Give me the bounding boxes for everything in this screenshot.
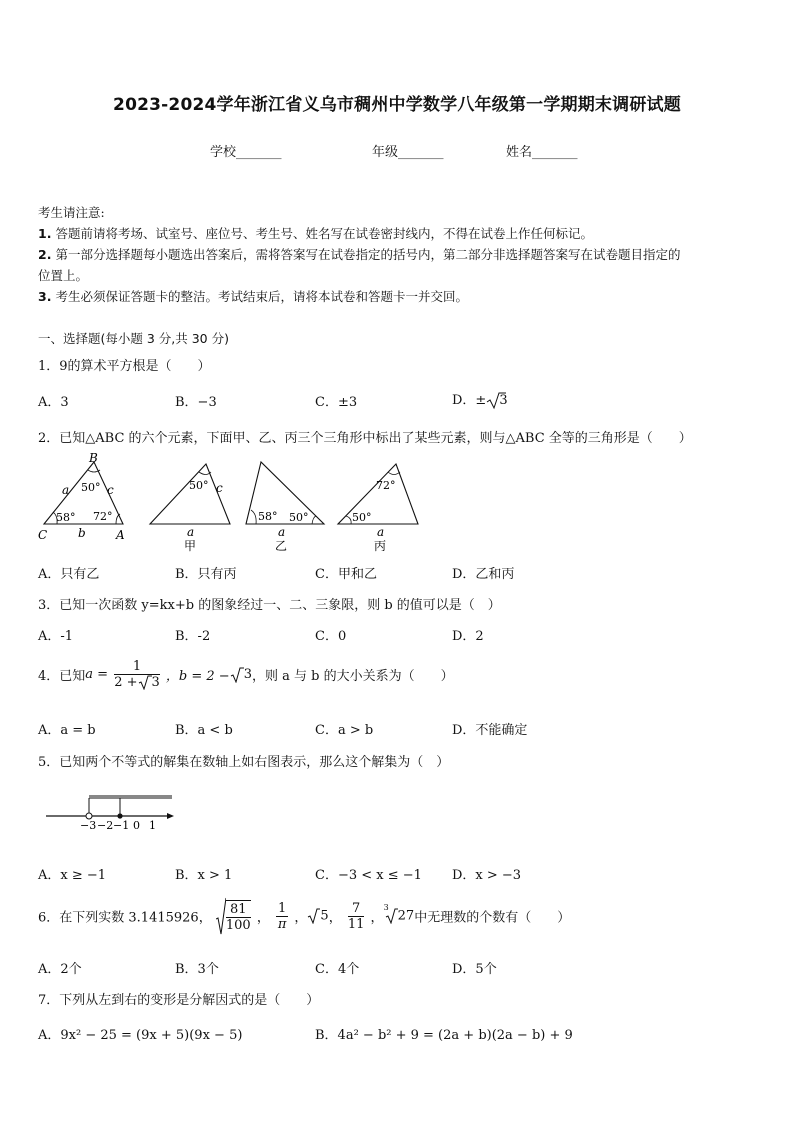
name-field: 姓名_______ — [506, 145, 578, 160]
jia-side-c: c — [216, 481, 223, 495]
sqrt-symbol — [307, 908, 320, 924]
sqrt-symbol — [138, 675, 152, 690]
q5-option-c[interactable]: C．−3 < x ≤ −1 — [315, 868, 422, 883]
q3-option-a[interactable]: A．-1 — [38, 629, 74, 644]
q6-option-b[interactable]: B．3个 — [175, 962, 219, 977]
tick-label: −1 — [113, 819, 130, 832]
q4-option-d[interactable]: D．不能确定 — [452, 723, 528, 738]
q3-option-d[interactable]: D．2 — [452, 629, 484, 644]
side-a: a — [62, 483, 70, 497]
cube-root-symbol — [385, 908, 398, 924]
vertex-c: C — [38, 528, 48, 542]
tick-label: 0 — [133, 819, 140, 832]
q3-stem: 3．已知一次函数 y=kx+b 的图象经过一、二、三象限，则 b 的值可以是（ ） — [38, 598, 501, 613]
q2-option-a[interactable]: A．只有乙 — [38, 567, 100, 582]
grade-field: 年级_______ — [372, 145, 444, 160]
q2-option-b[interactable]: B．只有丙 — [175, 567, 237, 582]
yi-label: 乙 — [275, 539, 288, 553]
axis-arrow — [167, 813, 174, 819]
sqrt-symbol — [216, 897, 226, 935]
q2-option-c[interactable]: C．甲和乙 — [315, 567, 377, 582]
q3-option-c[interactable]: C．0 — [315, 629, 347, 644]
page-title: 2023-2024学年浙江省义乌市稠州中学数学八年级第一学期期末调研试题 — [113, 95, 681, 115]
notice-heading: 考生请注意: — [38, 205, 105, 220]
angle-b: 50° — [81, 481, 101, 494]
tick-label: 1 — [149, 819, 156, 832]
q4-fraction: $\frac{1}{2 + 3}$ — [114, 659, 160, 690]
jia-side-a: a — [187, 525, 195, 539]
school-field: 学校_______ — [210, 145, 282, 160]
jia-label: 甲 — [184, 539, 197, 553]
q5-option-b[interactable]: B．x > 1 — [175, 868, 233, 883]
q7-stem: 7．下列从左到右的变形是分解因式的是（ ） — [38, 993, 320, 1008]
section-heading: 一、选择题(每小题 3 分,共 30 分) — [38, 331, 229, 346]
q1-option-b[interactable]: B．−3 — [175, 395, 217, 410]
bing-label: 丙 — [374, 539, 387, 553]
yi-angle-1: 58° — [258, 510, 278, 523]
notice-item-2: 2. 第一部分选择题每小题选出答案后，需将答案写在试卷指定的括号内，第二部分非选择题答案写在试卷题目指定的 — [38, 247, 681, 262]
q2-option-d[interactable]: D．乙和丙 — [452, 567, 515, 582]
q6-option-c[interactable]: C．4个 — [315, 962, 360, 977]
q1-stem: 1．9的算术平方根是（ ） — [38, 359, 211, 374]
q6-fraction-7-11: $\frac{7}{11}$ — [347, 900, 365, 932]
bing-angle-2: 50° — [352, 511, 372, 524]
vertex-b: B — [89, 451, 98, 465]
q6-fraction-1-pi: $\frac{1}{\pi}$ — [277, 900, 287, 932]
tick-label: −3 — [80, 819, 97, 832]
yi-angle-2: 50° — [289, 511, 309, 524]
triangle-bing — [338, 464, 418, 524]
q4-option-a[interactable]: A．a = b — [38, 723, 96, 738]
q2-triangles-figure — [36, 450, 436, 555]
tick-label: −2 — [97, 819, 114, 832]
q5-option-d[interactable]: D．x > −3 — [452, 868, 522, 883]
bing-side-a: a — [377, 525, 385, 539]
q6-stem: 6．在下列实数 3.1415926， $\frac{81}{100}$ ， $\frac{1}{\pi}$ ， 5， $\frac{7}{11}$ ，$^3$27中无理数的个数有（ ） — [38, 897, 570, 935]
q3-option-b[interactable]: B．-2 — [175, 629, 211, 644]
side-b: b — [78, 526, 86, 540]
q1-option-a[interactable]: A．3 — [38, 395, 69, 410]
angle-a: 72° — [93, 510, 113, 523]
q5-stem: 5．已知两个不等式的解集在数轴上如右图表示，那么这个解集为（ ） — [38, 755, 450, 770]
q7-option-b[interactable]: B．4a² − b² + 9 = (2a + b)(2a − b) + 9 — [315, 1028, 573, 1043]
q2-stem: 2．已知△ABC 的六个元素，下面甲、乙、丙三个三角形中标出了某些元素，则与△ABC 全等的三角形是（ ） — [38, 431, 692, 446]
number-line-figure — [40, 790, 180, 835]
sqrt-symbol — [230, 667, 244, 683]
q1-option-c[interactable]: C．±3 — [315, 395, 358, 410]
notice-item-1: 1. 答题前请将考场、试室号、座位号、考生号、姓名写在试卷密封线内，不得在试卷上作任何标记。 — [38, 226, 593, 241]
q4-option-b[interactable]: B．a < b — [175, 723, 233, 738]
jia-angle: 50° — [189, 479, 209, 492]
vertex-a: A — [116, 528, 125, 542]
q6-option-a[interactable]: A．2个 — [38, 962, 82, 977]
q1-option-d[interactable]: D．± 3 — [452, 393, 508, 408]
q7-option-a[interactable]: A．9x² − 25 = (9x + 5)(9x − 5) — [38, 1028, 243, 1043]
angle-c: 58° — [56, 511, 76, 524]
q5-option-a[interactable]: A．x ≥ −1 — [38, 868, 107, 883]
q6-option-d[interactable]: D．5个 — [452, 962, 497, 977]
closed-point-neg1 — [117, 813, 122, 818]
q4-stem: 4．已知a = $\frac{1}{2 + 3}$ ，b = 2 − 3，则 a 与 b 的大小关系为（ ） — [38, 659, 454, 690]
yi-side-a: a — [278, 525, 286, 539]
side-c: c — [107, 483, 114, 497]
notice-item-3: 3. 考生必须保证答题卡的整洁。考试结束后，请将本试卷和答题卡一并交回。 — [38, 289, 468, 304]
q6-fraction-81-100: $\frac{81}{100}$ — [225, 901, 251, 933]
notice-item-2-cont: 位置上。 — [38, 268, 89, 283]
bing-angle-1: 72° — [376, 479, 396, 492]
q4-option-c[interactable]: C．a > b — [315, 723, 374, 738]
